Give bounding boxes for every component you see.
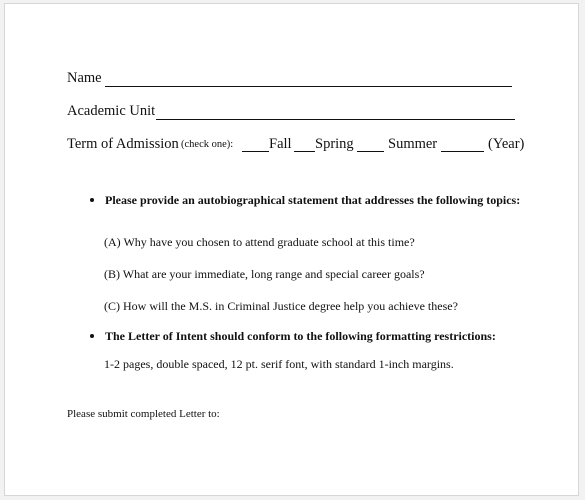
year-field-line[interactable]: [441, 151, 484, 152]
academic-unit-field-line[interactable]: [156, 119, 515, 120]
format-text: 1-2 pages, double spaced, 12 pt. serif font, with standard 1-inch margins.: [104, 357, 454, 371]
name-field-line[interactable]: [105, 86, 512, 87]
name-label: Name: [67, 70, 102, 86]
term-of-admission-label: Term of Admission: [67, 136, 179, 152]
academic-unit-label: Academic Unit: [67, 103, 156, 119]
spring-checkbox-line[interactable]: [294, 151, 315, 152]
bullet-icon: [90, 198, 94, 202]
topic-item-b: (B) What are your immediate, long range and special career goals?: [104, 267, 425, 281]
fall-checkbox-line[interactable]: [242, 151, 269, 152]
term-option-summer: Summer: [388, 136, 438, 152]
term-hint: (check one):: [181, 139, 234, 150]
summer-checkbox-line[interactable]: [357, 151, 384, 152]
term-option-spring: Spring: [315, 136, 354, 152]
submit-instruction: Please submit completed Letter to:: [67, 408, 220, 420]
statement-heading: Please provide an autobiographical statement that addresses the following topics:: [105, 193, 521, 207]
topic-item-c: (C) How will the M.S. in Criminal Justice degree help you achieve these?: [104, 299, 458, 313]
bullet-icon: [90, 334, 94, 338]
format-heading: The Letter of Intent should conform to the following formatting restrictions:: [105, 329, 496, 343]
topic-item-a: (A) Why have you chosen to attend graduate school at this time?: [104, 235, 415, 249]
document-page: [4, 3, 579, 496]
term-option-fall: Fall: [269, 136, 292, 152]
year-label: (Year): [488, 136, 525, 152]
